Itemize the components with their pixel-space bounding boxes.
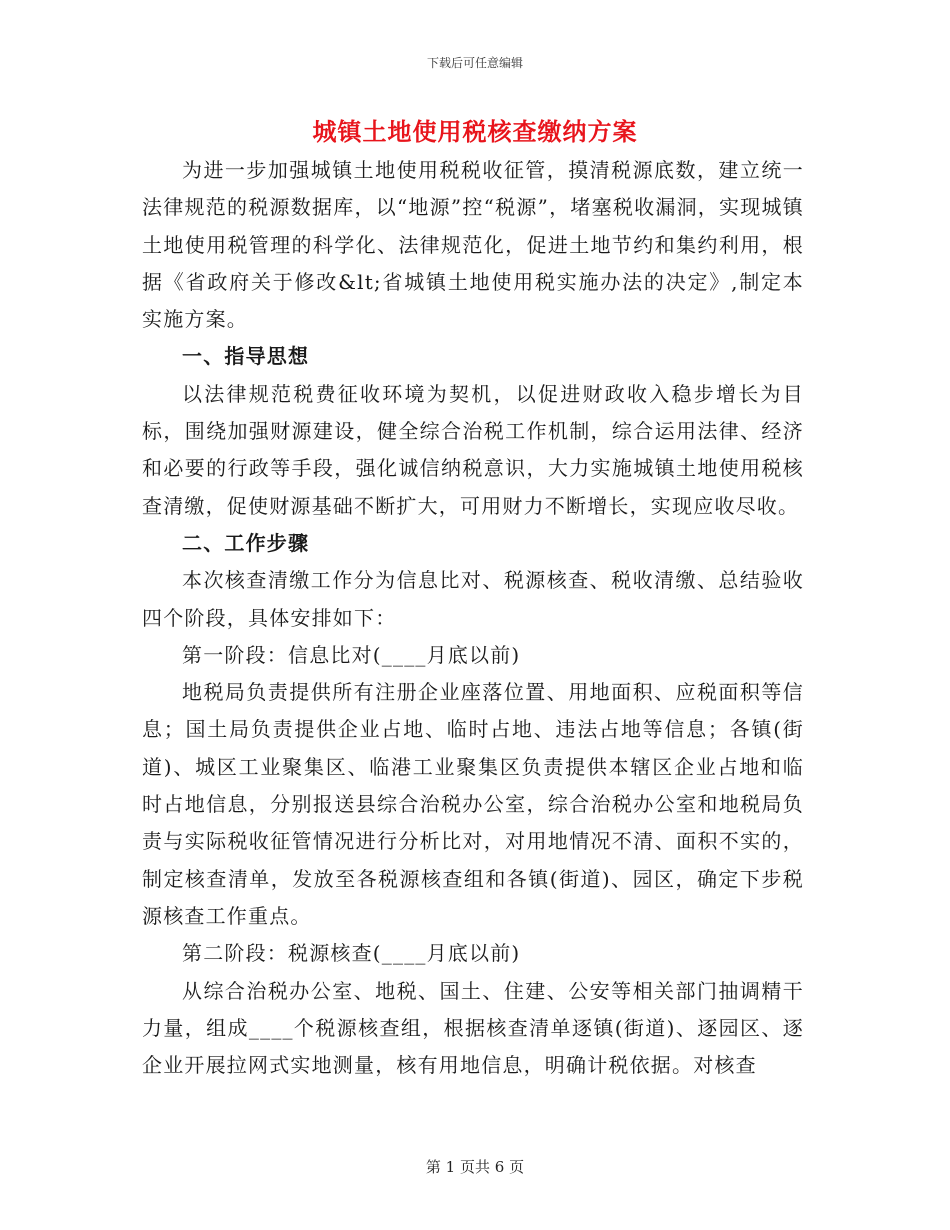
section-heading-work-steps: 二、工作步骤	[182, 530, 310, 555]
document-body	[142, 152, 804, 1084]
work-steps-paragraph: 本次核查清缴工作分为信息比对、税源核查、税收清缴、总结验收四个阶段，具体安排如下：	[142, 568, 804, 630]
stage-one-paragraph: 地税局负责提供所有注册企业座落位置、用地面积、应税面积等信息；国土局负责提供企业占地、临时占地、违法占地等信息；各镇(街道)、城区工业聚集区、临港工业聚集区负责提供本辖区企业占地和临时占地信息，分别报送县综合治税办公室，综合治税办公室和地税局负责与实际税收征管情况进行分析比对，对用地情况不清、面积不实的，制定核查清单，发放至各税源核查组和各镇(街道)、园区，确定下步税源核查工作重点。	[142, 680, 804, 928]
header-note: 下载后可任意编辑	[426, 56, 523, 70]
guiding-ideology-paragraph: 以法律规范税费征收环境为契机，以促进财政收入稳步增长为目标，围绕加强财源建设，健全综合治税工作机制，综合运用法律、经济和必要的行政等手段，强化诚信纳税意识，大力实施城镇土地使用税核查清缴，促使财源基础不断扩大，可用财力不断增长，实现应收尽收。	[142, 381, 804, 518]
stage-one-heading: 第一阶段：信息比对(____月底以前)	[182, 642, 521, 667]
stage-two-paragraph: 从综合治税办公室、地税、国土、住建、公安等相关部门抽调精干力量，组成____个税源核查组，根据核查清单逐镇(街道)、逐园区、逐企业开展拉网式实地测量，核有用地信息，明确计税依据。对核查	[142, 978, 804, 1078]
document-title: 城镇土地使用税核查缴纳方案	[312, 117, 638, 146]
section-heading-guiding-ideology: 一、指导思想	[182, 344, 310, 369]
stage-two-heading: 第二阶段：税源核查(____月底以前)	[182, 941, 521, 966]
intro-paragraph: 为进一步加强城镇土地使用税税收征管，摸清税源底数，建立统一法律规范的税源数据库，以“地源”控“税源”，堵塞税收漏洞，实现城镇土地使用税管理的科学化、法律规范化，促进土地节约和集约利用，根据《省政府关于修改&lt;省城镇土地使用税实施办法的决定》,制定本实施方案。	[142, 158, 804, 332]
page-number: 第 1 页共 6 页	[425, 1158, 525, 1176]
